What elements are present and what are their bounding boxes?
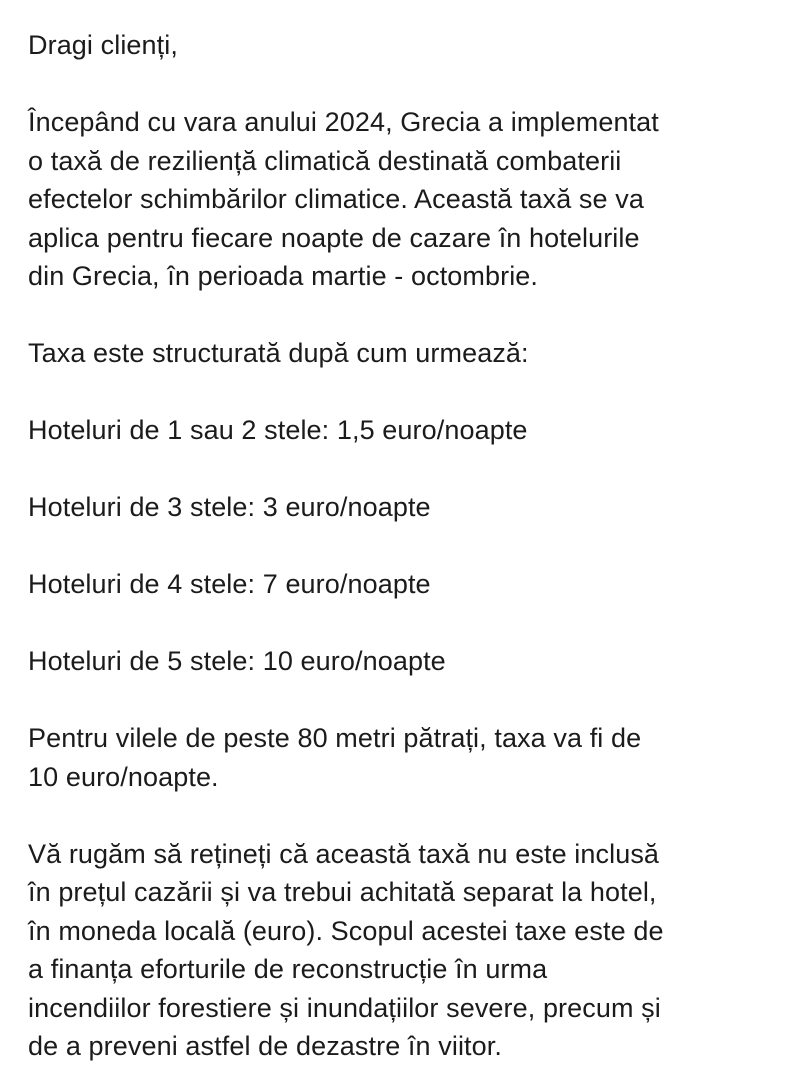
intro-line: Începând cu vara anului 2024, Grecia a implementat	[28, 107, 659, 137]
villas-line: 10 euro/noapte.	[28, 761, 219, 792]
closing-line: a finanța eforturile de reconstrucție în urma	[28, 954, 548, 984]
villas-paragraph	[28, 719, 788, 796]
tier-line: Hoteluri de 1 sau 2 stele: 1,5 euro/noapte	[28, 415, 528, 445]
intro-line: efectelor schimbărilor climatice. Această taxă se va	[28, 184, 644, 214]
structure-heading-line: Taxa este structurată după cum urmează:	[28, 338, 529, 368]
closing-line: în moneda locală (euro). Scopul acestei taxe este de	[28, 915, 664, 946]
closing-line: în prețul cazării și va trebui achitată separat la hotel,	[28, 877, 657, 907]
villas-line: Pentru vilele de peste 80 metri pătrați, taxa va fi de	[28, 723, 642, 753]
tier-5-stars	[28, 642, 788, 681]
structure-heading	[28, 334, 788, 373]
tier-line: Hoteluri de 3 stele: 3 euro/noapte	[28, 492, 431, 522]
intro-line: aplica pentru fiecare noapte de cazare în hotelurile	[28, 222, 640, 253]
greeting-line: Dragi clienți,	[28, 30, 178, 60]
closing-line: Vă rugăm să rețineți că această taxă nu este inclusă	[28, 838, 660, 869]
tier-1-2-stars	[28, 411, 788, 450]
closing-paragraph	[28, 835, 788, 1066]
greeting	[28, 26, 788, 65]
tier-line: Hoteluri de 4 stele: 7 euro/noapte	[28, 569, 431, 599]
tier-3-stars	[28, 488, 788, 527]
intro-paragraph	[28, 103, 788, 296]
closing-line: incendiilor forestiere și inundațiilor severe, precum și	[28, 992, 661, 1023]
closing-line: de a preveni astfel de dezastre în viitor.	[28, 1031, 502, 1061]
message-body	[28, 26, 788, 1066]
intro-line: o taxă de reziliență climatică destinată combaterii	[28, 145, 622, 176]
tier-line: Hoteluri de 5 stele: 10 euro/noapte	[28, 646, 446, 676]
intro-line: din Grecia, în perioada martie - octombrie.	[28, 261, 539, 291]
tier-4-stars	[28, 565, 788, 604]
